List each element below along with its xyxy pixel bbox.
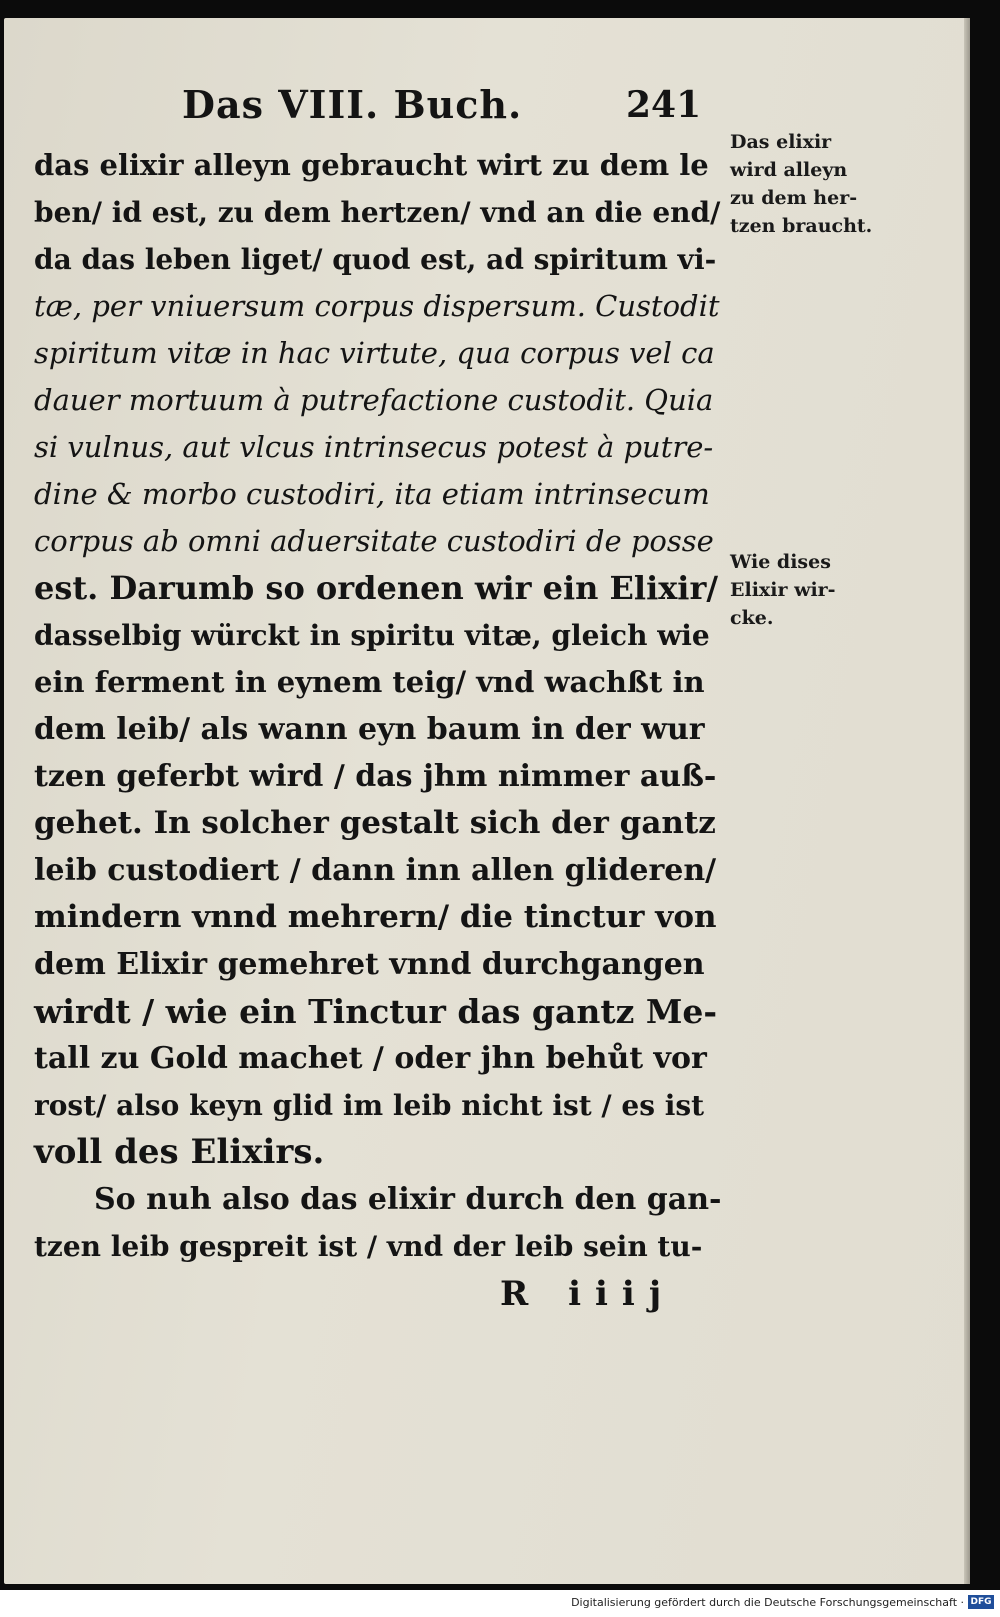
text-line: wirdt / wie ein Tinctur das gantz Me- (34, 992, 718, 1031)
marginal-note-line: Elixir wir- (730, 579, 836, 601)
dfg-logo-icon: DFG (968, 1595, 994, 1609)
signature-mark: R iiij (500, 1274, 676, 1314)
text-line: tæ, per vniuersum corpus dispersum. Custodit (34, 289, 720, 323)
text-line: dem Elixir gemehret vnnd durchgangen (34, 947, 705, 982)
text-line: dem leib/ als wann eyn baum in der wur (34, 712, 705, 747)
book-page (4, 18, 970, 1584)
marginal-note-line: Wie dises (730, 551, 831, 573)
text-line: tall zu Gold machet / oder jhn behůt vor (34, 1041, 707, 1076)
text-line: tzen leib gespreit ist / vnd der leib sein tu- (34, 1230, 703, 1263)
marginal-note-line: wird alleyn (730, 159, 848, 181)
text-line: rost/ also keyn glid im leib nicht ist / es ist (34, 1089, 705, 1122)
text-line: corpus ab omni aduersitate custodiri de posse (34, 524, 714, 558)
text-line: est. Darumb so ordenen wir ein Elixir/ (34, 569, 718, 607)
running-head: Das VIII. Buch. (182, 82, 523, 127)
marginal-note-line: zu dem her- (730, 187, 858, 209)
text-line: spiritum vitæ in hac virtute, qua corpus vel ca (34, 336, 715, 370)
text-line: So nuh also das elixir durch den gan- (94, 1182, 722, 1217)
text-line: si vulnus, aut vlcus intrinsecus potest à putre- (34, 430, 714, 464)
marginal-note-line: Das elixir (730, 131, 832, 153)
text-line: dauer mortuum à putrefactione custodit. Quia (34, 383, 714, 417)
text-line: leib custodiert / dann inn allen glideren/ (34, 853, 717, 888)
text-line: da das leben liget/ quod est, ad spiritum vi- (34, 243, 717, 276)
page-edge (964, 18, 970, 1584)
text-line: ben/ id est, zu dem hertzen/ vnd an die end/ (34, 196, 721, 229)
text-line: das elixir alleyn gebraucht wirt zu dem le (34, 148, 709, 182)
text-line: ein ferment in eynem teig/ vnd wachßt in (34, 665, 705, 699)
marginal-note-elixir-effect (730, 548, 870, 632)
text-line: gehet. In solcher gestalt sich der gantz (34, 805, 716, 841)
text-line: dasselbig würckt in spiritu vitæ, gleich wie (34, 619, 710, 652)
digitization-footer (0, 1590, 1000, 1617)
text-line: mindern vnnd mehrern/ die tinctur von (34, 899, 717, 935)
text-line: voll des Elixirs. (34, 1132, 325, 1172)
marginal-note-line: tzen braucht. (730, 215, 873, 237)
body-text (34, 142, 724, 1270)
marginal-note-elixir-heart (730, 128, 873, 240)
text-line: tzen geferbt wird / das jhm nimmer auß- (34, 759, 717, 794)
marginal-note-line: cke. (730, 607, 774, 629)
funding-credit: Digitalisierung gefördert durch die Deutsche Forschungsgemeinschaft · (571, 1596, 964, 1609)
text-line: dine & morbo custodiri, ita etiam intrinsecum (34, 477, 710, 511)
page-number: 241 (626, 84, 702, 126)
